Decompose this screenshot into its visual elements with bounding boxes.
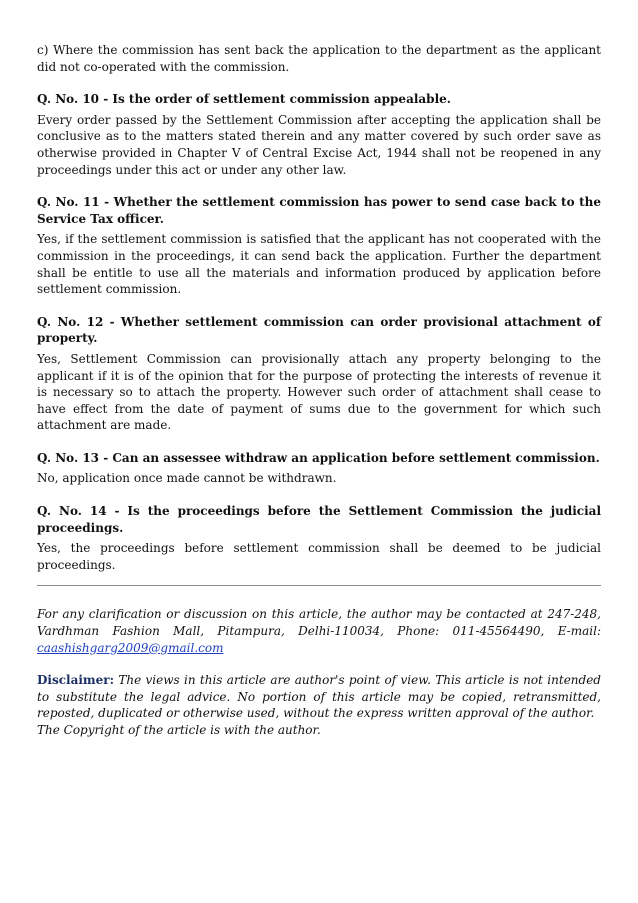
disclaimer-label: Disclaimer: xyxy=(37,673,115,688)
question-heading: Q. No. 13 - Can an assessee withdraw an application before settlement commission. xyxy=(37,450,600,465)
email-link[interactable]: caashishgarg2009@gmail.com xyxy=(37,640,224,655)
answer-paragraph: Yes, Settlement Commission can provisionally attach any property belonging to the applicant if it is of the opinion that for the purpose of protecting the interests of revenue it is necessary so to attach the property. However such order of attachment shall cease to have effect from the date of payment of sums due to the government for which such attachment are made. xyxy=(37,351,601,433)
question-heading: Q. No. 12 - Whether settlement commission can order provisional attachment of property. xyxy=(37,314,601,346)
answer-paragraph: Yes, the proceedings before settlement commission shall be deemed to be judicial proceedings. xyxy=(37,541,601,572)
intro-paragraph: c) Where the commission has sent back the application to the department as the applicant did not co-operated with the commission. xyxy=(37,43,601,74)
copyright-note: The Copyright of the article is with the author. xyxy=(37,723,321,737)
disclaimer-paragraph xyxy=(37,672,601,722)
contact-paragraph xyxy=(37,606,601,656)
question-heading: Q. No. 10 - Is the order of settlement commission appealable. xyxy=(37,92,451,107)
answer-paragraph: No, application once made cannot be withdrawn. xyxy=(37,471,337,486)
disclaimer-text: The views in this article are author's point of view. This article is not intended to substitute the legal advice. No portion of this article may be copied, retransmitted, reposted, duplicated or otherwise used, without the express written approval of the author. xyxy=(37,673,601,721)
answer-paragraph: Every order passed by the Settlement Commission after accepting the application shall be conclusive as to the matters stated therein and any matter covered by such order save as otherwise provided in Chapter V of Central Excise Act, 1944 shall not be reopened in any proceedings under this act or under any other law. xyxy=(37,112,601,177)
contact-text: For any clarification or discussion on this article, the author may be contacted at 247-248, Vardhman Fashion Mall, Pitampura, Delhi-110034, Phone: 011-45564490, E-mail: xyxy=(37,607,601,639)
qa-block-13 xyxy=(37,450,601,487)
qa-block-11 xyxy=(37,194,601,298)
qa-block-14 xyxy=(37,503,601,573)
section-divider xyxy=(37,585,601,586)
qa-block-12 xyxy=(37,314,601,434)
answer-paragraph: Yes, if the settlement commission is satisfied that the applicant has not cooperated with the commission in the proceedings, it can send back the application. Further the department shall be entitle to use all the materials and information produced by application before settlement commission. xyxy=(37,232,601,297)
question-heading: Q. No. 14 - Is the proceedings before the Settlement Commission the judicial proceedings. xyxy=(37,504,601,535)
question-heading: Q. No. 11 - Whether the settlement commission has power to send case back to the Service Tax officer. xyxy=(37,195,601,226)
qa-block-10 xyxy=(37,91,601,178)
